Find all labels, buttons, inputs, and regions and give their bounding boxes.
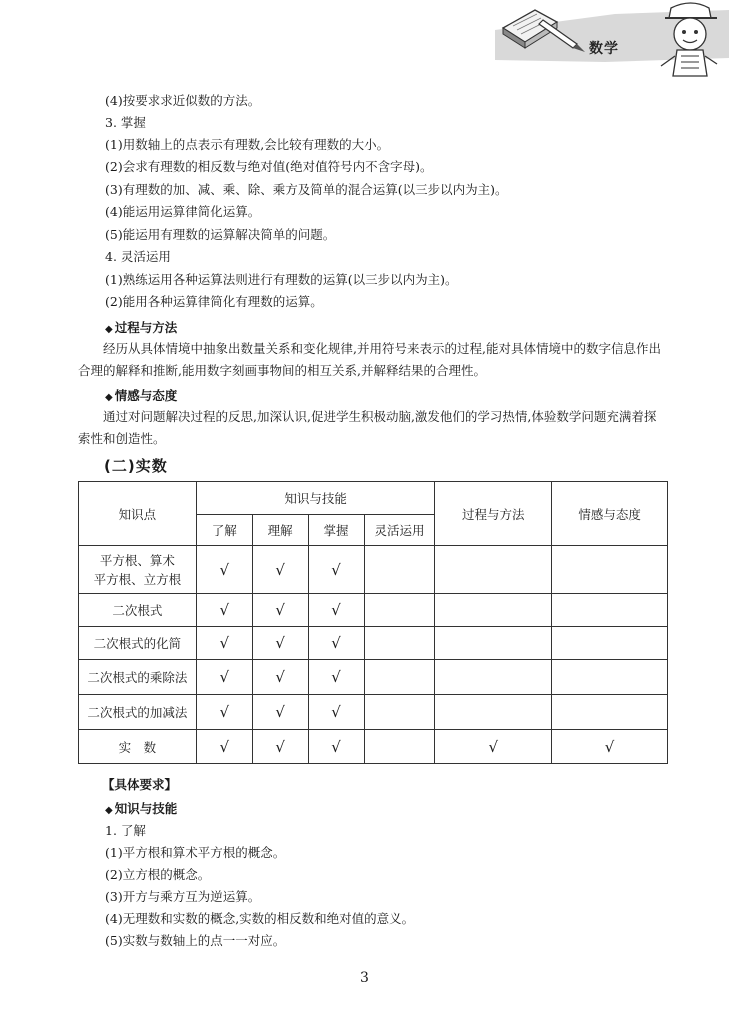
diamond-bullet-icon: ◆ (105, 805, 113, 816)
cell: √ (196, 660, 252, 695)
header-process: 过程与方法 (435, 482, 552, 546)
section-title: (二)实数 (104, 457, 168, 475)
table-row (79, 594, 668, 627)
cell (364, 627, 435, 660)
cell: √ (252, 660, 308, 695)
cell (552, 627, 668, 660)
cell (435, 660, 552, 695)
cell: √ (252, 695, 308, 730)
requirements-heading: 【具体要求】 (102, 777, 178, 792)
text-line: (1)熟练运用各种运算法则进行有理数的运算(以三步以内为主)。 (105, 272, 458, 287)
text-line: (1)用数轴上的点表示有理数,会比较有理数的大小。 (105, 137, 390, 152)
diamond-bullet-icon: ◆ (105, 324, 113, 335)
table-row (79, 660, 668, 695)
header-knowledge-point: 知识点 (79, 482, 197, 546)
cell (435, 594, 552, 627)
cell: √ (308, 627, 364, 660)
text-line: (4)能运用运算律简化运算。 (105, 204, 261, 219)
cell: √ (196, 546, 252, 594)
row-label: 平方根、算术 平方根、立方根 (79, 546, 197, 594)
table-row (79, 695, 668, 730)
text-line: (3)有理数的加、减、乘、除、乘方及简单的混合运算(以三步以内为主)。 (105, 182, 508, 197)
requirements-subheading: ◆ 知识与技能 (105, 801, 178, 816)
text-line: (5)实数与数轴上的点一一对应。 (105, 933, 286, 948)
knowledge-table (78, 481, 668, 764)
row-label: 实 数 (79, 730, 197, 764)
text-line: (5)能运用有理数的运算解决简单的问题。 (105, 227, 336, 242)
cell (435, 546, 552, 594)
text-line: (1)平方根和算术平方根的概念。 (105, 845, 286, 860)
emotion-paragraph: 通过对问题解决过程的反思,加深认识,促进学生积极动脑,激发他们的学习热情,体验数学问题充满着探索性和创造性。 (78, 409, 657, 446)
cell (364, 660, 435, 695)
cell: √ (308, 730, 364, 764)
text-line: (4)无理数和实数的概念,实数的相反数和绝对值的意义。 (105, 911, 415, 926)
cell (552, 695, 668, 730)
cell (364, 695, 435, 730)
cell (435, 695, 552, 730)
text-line: 4. 灵活运用 (105, 249, 171, 264)
cell (552, 594, 668, 627)
text-line: (2)能用各种运算律简化有理数的运算。 (105, 294, 323, 309)
table-row (79, 730, 668, 764)
cell (435, 627, 552, 660)
cell: √ (252, 730, 308, 764)
cell: √ (252, 627, 308, 660)
table-row (79, 627, 668, 660)
header-skills-group: 知识与技能 (196, 482, 435, 515)
header-understand: 了解 (196, 515, 252, 546)
cell: √ (196, 594, 252, 627)
header-comprehend: 理解 (252, 515, 308, 546)
cell: √ (308, 660, 364, 695)
cell: √ (252, 546, 308, 594)
row-label: 二次根式的乘除法 (79, 660, 197, 695)
page-number: 3 (360, 970, 369, 986)
row-label: 二次根式 (79, 594, 197, 627)
header-master: 掌握 (308, 515, 364, 546)
text-line: (4)按要求求近似数的方法。 (105, 93, 261, 108)
cell: √ (252, 594, 308, 627)
text-line: (3)开方与乘方互为逆运算。 (105, 889, 261, 904)
cell: √ (435, 730, 552, 764)
table-header-row (79, 482, 668, 515)
row-label: 二次根式的化简 (79, 627, 197, 660)
process-paragraph: 经历从具体情境中抽象出数量关系和变化规律,并用符号来表示的过程,能对具体情境中的数字信息作出合理的解释和推断,能用数字刻画事物间的相互关系,并解释结果的合理性。 (78, 341, 661, 378)
cell (364, 730, 435, 764)
header-flexible-use: 灵活运用 (364, 515, 435, 546)
cell: √ (308, 546, 364, 594)
cell (552, 660, 668, 695)
header-emotion: 情感与态度 (552, 482, 668, 546)
cell (364, 546, 435, 594)
cell: √ (196, 627, 252, 660)
text-line: 1. 了解 (105, 823, 146, 838)
cell: √ (196, 695, 252, 730)
cell: √ (308, 594, 364, 627)
subject-label: 数学 (589, 41, 619, 57)
text-line: 3. 掌握 (105, 115, 146, 130)
cell (552, 546, 668, 594)
cell: √ (196, 730, 252, 764)
diamond-bullet-icon: ◆ (105, 392, 113, 403)
table-row (79, 546, 668, 594)
cell: √ (308, 695, 364, 730)
cell: √ (552, 730, 668, 764)
row-label: 二次根式的加减法 (79, 695, 197, 730)
process-heading: ◆ 过程与方法 (105, 320, 178, 335)
text-line: (2)立方根的概念。 (105, 867, 211, 882)
emotion-heading: ◆ 情感与态度 (105, 388, 178, 403)
cell (364, 594, 435, 627)
text-line: (2)会求有理数的相反数与绝对值(绝对值符号内不含字母)。 (105, 159, 433, 174)
